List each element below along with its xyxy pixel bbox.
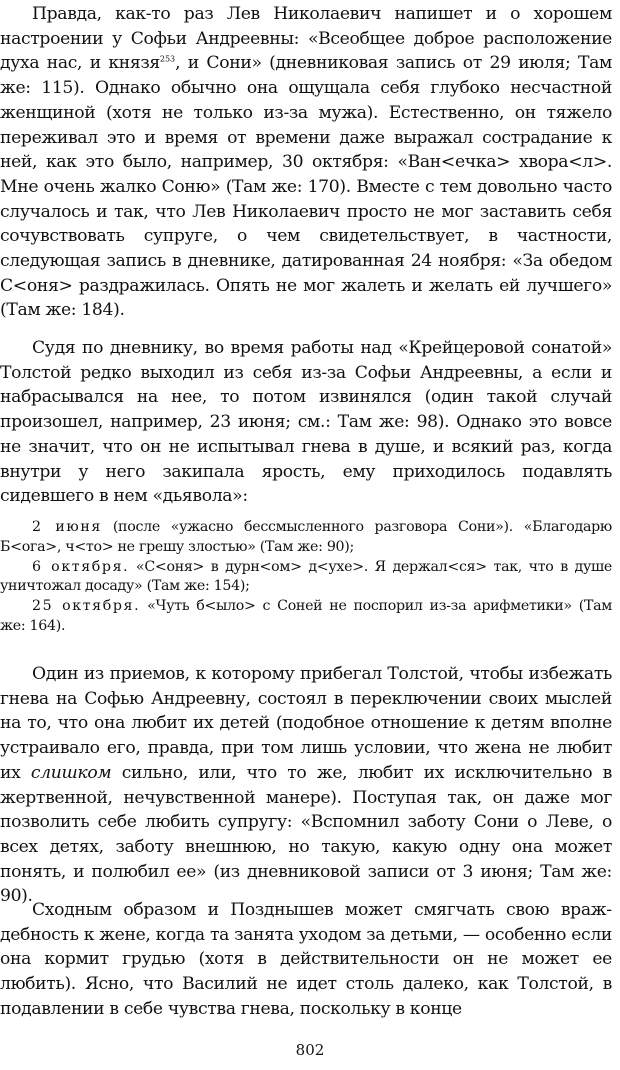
paragraph-1-text-start: Правда, как-то раз Лев Николаевич напишет и о хорошем настроении у Софьи Андреевны: «Всеобщее доброе расположение духа нас, и князя xyxy=(0,4,612,74)
quote-date: 2 июня xyxy=(32,519,102,535)
diary-quote xyxy=(0,558,612,598)
emphasis: слишком xyxy=(30,762,112,783)
quote-text: «Чуть б<ыло> с Соней не поспорил из-за арифметики» (Там же: 164). xyxy=(0,598,612,634)
page-number: 802 xyxy=(295,1041,325,1059)
paragraph-1 xyxy=(0,2,612,323)
quote-date: 25 октября. xyxy=(32,598,141,615)
quote-text: «С<оня> в дурн<ом> д<ухе>. Я держал<ся> так, что в душе уничтожал досаду» (Там же: 154); xyxy=(0,558,613,595)
diary-quote xyxy=(0,518,612,558)
footnote-marker: 253 xyxy=(159,54,176,64)
quote-date: 6 октября. xyxy=(32,558,130,575)
diary-quote xyxy=(0,597,612,637)
diary-quotes xyxy=(0,518,612,637)
paragraph-3-text-start: Один из приемов, к которому прибегал Толстой, чтобы избежать гнева на Софью Андреевну, состоял в переключении своих мыслей на то, что она любит их детей (подобное отношение к детям вполне устраивало его, правда, при том лишь условии, что жена не любит их xyxy=(0,664,612,783)
paragraph-4: Сходным образом и Позднышев может смягчать свою враждебность к жене, когда та занята уходом за детьми, — особенно если она кормит грудью (хотя в действительности он не может ее любить). Ясно, что Василий не идет столь далеко, как Толстой, в подавлении в себе чувства гнева, поскольку в конце xyxy=(0,900,613,1019)
quote-text: (после «ужасно бессмысленного разговора Сони»). «Благодарю Б<ога>, ч<то> не грешу злостью» (Там же: 90); xyxy=(0,519,612,555)
paragraph-1-text-end: , и Сони» (дневниковая запись от 29 июля; Там же: 115). Однако обычно она ощущала себя глубоко несчастной женщиной (хотя не только из-за мужа). Естественно, он тяжело переживал это и время от времени даже выражал сострадание к ней, как это было, например, 30 октября: «Ван<ечка> хвора<л>. Мне очень жалко Соню» (Там же: 170). Вместе с тем довольно часто случалось и так, что Лев Николаевич просто не мог заставить себя сочувствовать супруге, о чем свидетельствует, в частности, следующая запись в дневнике, датированная 24 ноября: «За обедом С<оня> раздражилась. Опять не мог жалеть и желать ей лучшего» (Там же: 184). xyxy=(0,53,612,321)
paragraph-3-text-end: сильно, или, что то же, любит их исключительно в жертвенной, нечувственной манере). Поступая так, он даже мог позволить себе любить супругу: «Вспомнил заботу Сони о Леве, о всех детях, заботу внешнюю, но такую, какую одну она может понять, и полюбил ее» (из дневниковой записи от 3 июня; Там же: 90). xyxy=(0,762,613,907)
paragraph-3 xyxy=(0,662,612,909)
paragraph-2: Судя по дневнику, во время работы над «Крейцеровой сонатой» Толстой редко выходил из себя из-за Софьи Андреевны, а если и набрасывался на нее, то потом извинялся (один такой случай произошел, например, 23 июня; см.: Там же: 98). Однако это вовсе не значит, что он не испытывал гнева в душе, и всякий раз, когда внутри у него закипала ярость, ему приходилось подавлять сидевшего в нем «дьявола»: xyxy=(0,338,612,507)
